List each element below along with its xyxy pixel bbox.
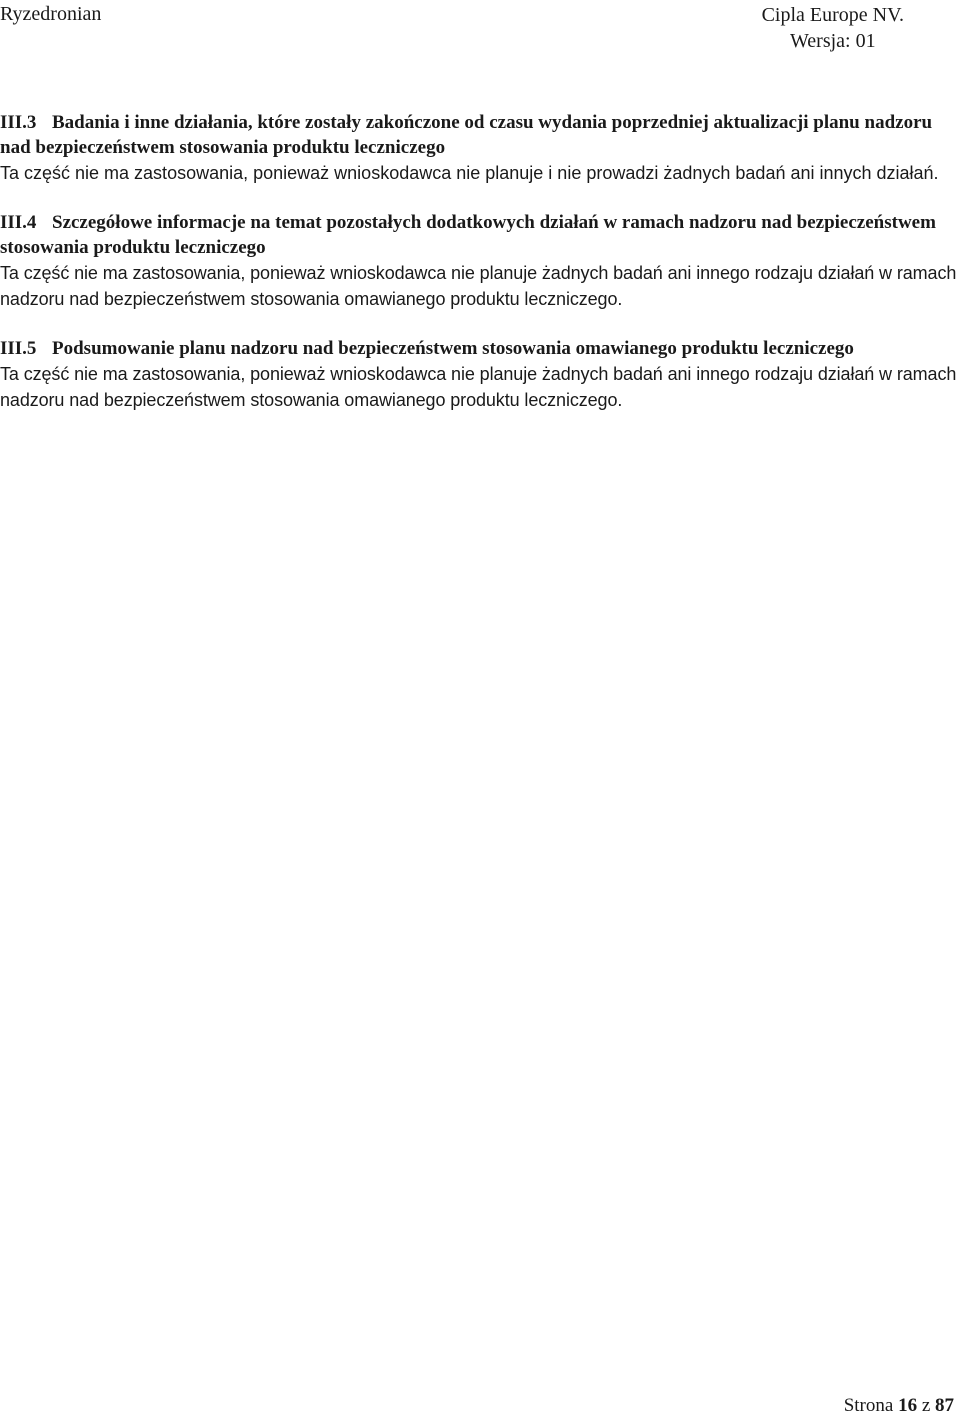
page-header xyxy=(0,0,960,60)
header-right-block xyxy=(762,2,904,54)
page-total: 87 xyxy=(935,1395,954,1416)
section-iii-4 xyxy=(0,210,960,312)
section-number: III.3 xyxy=(0,112,37,133)
document-content xyxy=(0,110,960,437)
section-heading xyxy=(0,110,960,160)
section-heading xyxy=(0,336,960,361)
page-footer xyxy=(844,1394,954,1418)
page-label: Strona xyxy=(843,1395,894,1416)
section-iii-3 xyxy=(0,110,960,186)
section-body: Ta część nie ma zastosowania, ponieważ wnioskodawca nie planuje żadnych badań ani innego rodzaju działań w ramach nadzoru nad bezpieczeństwem stosowania omawianego produktu leczniczego. xyxy=(0,364,957,410)
section-iii-5 xyxy=(0,336,960,413)
section-number: III.5 xyxy=(0,338,37,359)
section-body: Ta część nie ma zastosowania, ponieważ wnioskodawca nie planuje i nie prowadzi żadnych badań ani innych działań. xyxy=(0,163,939,183)
page-number: 16 xyxy=(898,1395,918,1416)
section-number: III.4 xyxy=(0,212,37,233)
section-heading xyxy=(0,210,960,260)
section-title: Badania i inne działania, które zostały zakończone od czasu wydania poprzedniej aktualizacji planu nadzoru nad bezpieczeństwem stosowania produktu leczniczego xyxy=(0,112,933,158)
page-of-label: z xyxy=(921,1395,931,1416)
company-name: Cipla Europe NV. xyxy=(761,4,904,26)
section-title: Podsumowanie planu nadzoru nad bezpieczeństwem stosowania omawianego produktu leczniczego xyxy=(52,338,854,359)
version-label: Wersja: 01 xyxy=(790,30,876,52)
section-title: Szczegółowe informacje na temat pozostałych dodatkowych działań w ramach nadzoru nad bezpieczeństwem stosowania produktu leczniczego xyxy=(0,212,936,258)
product-name: Ryzedronian xyxy=(0,3,102,25)
section-body: Ta część nie ma zastosowania, ponieważ wnioskodawca nie planuje żadnych badań ani innego rodzaju działań w ramach nadzoru nad bezpieczeństwem stosowania omawianego produktu leczniczego. xyxy=(0,263,957,309)
